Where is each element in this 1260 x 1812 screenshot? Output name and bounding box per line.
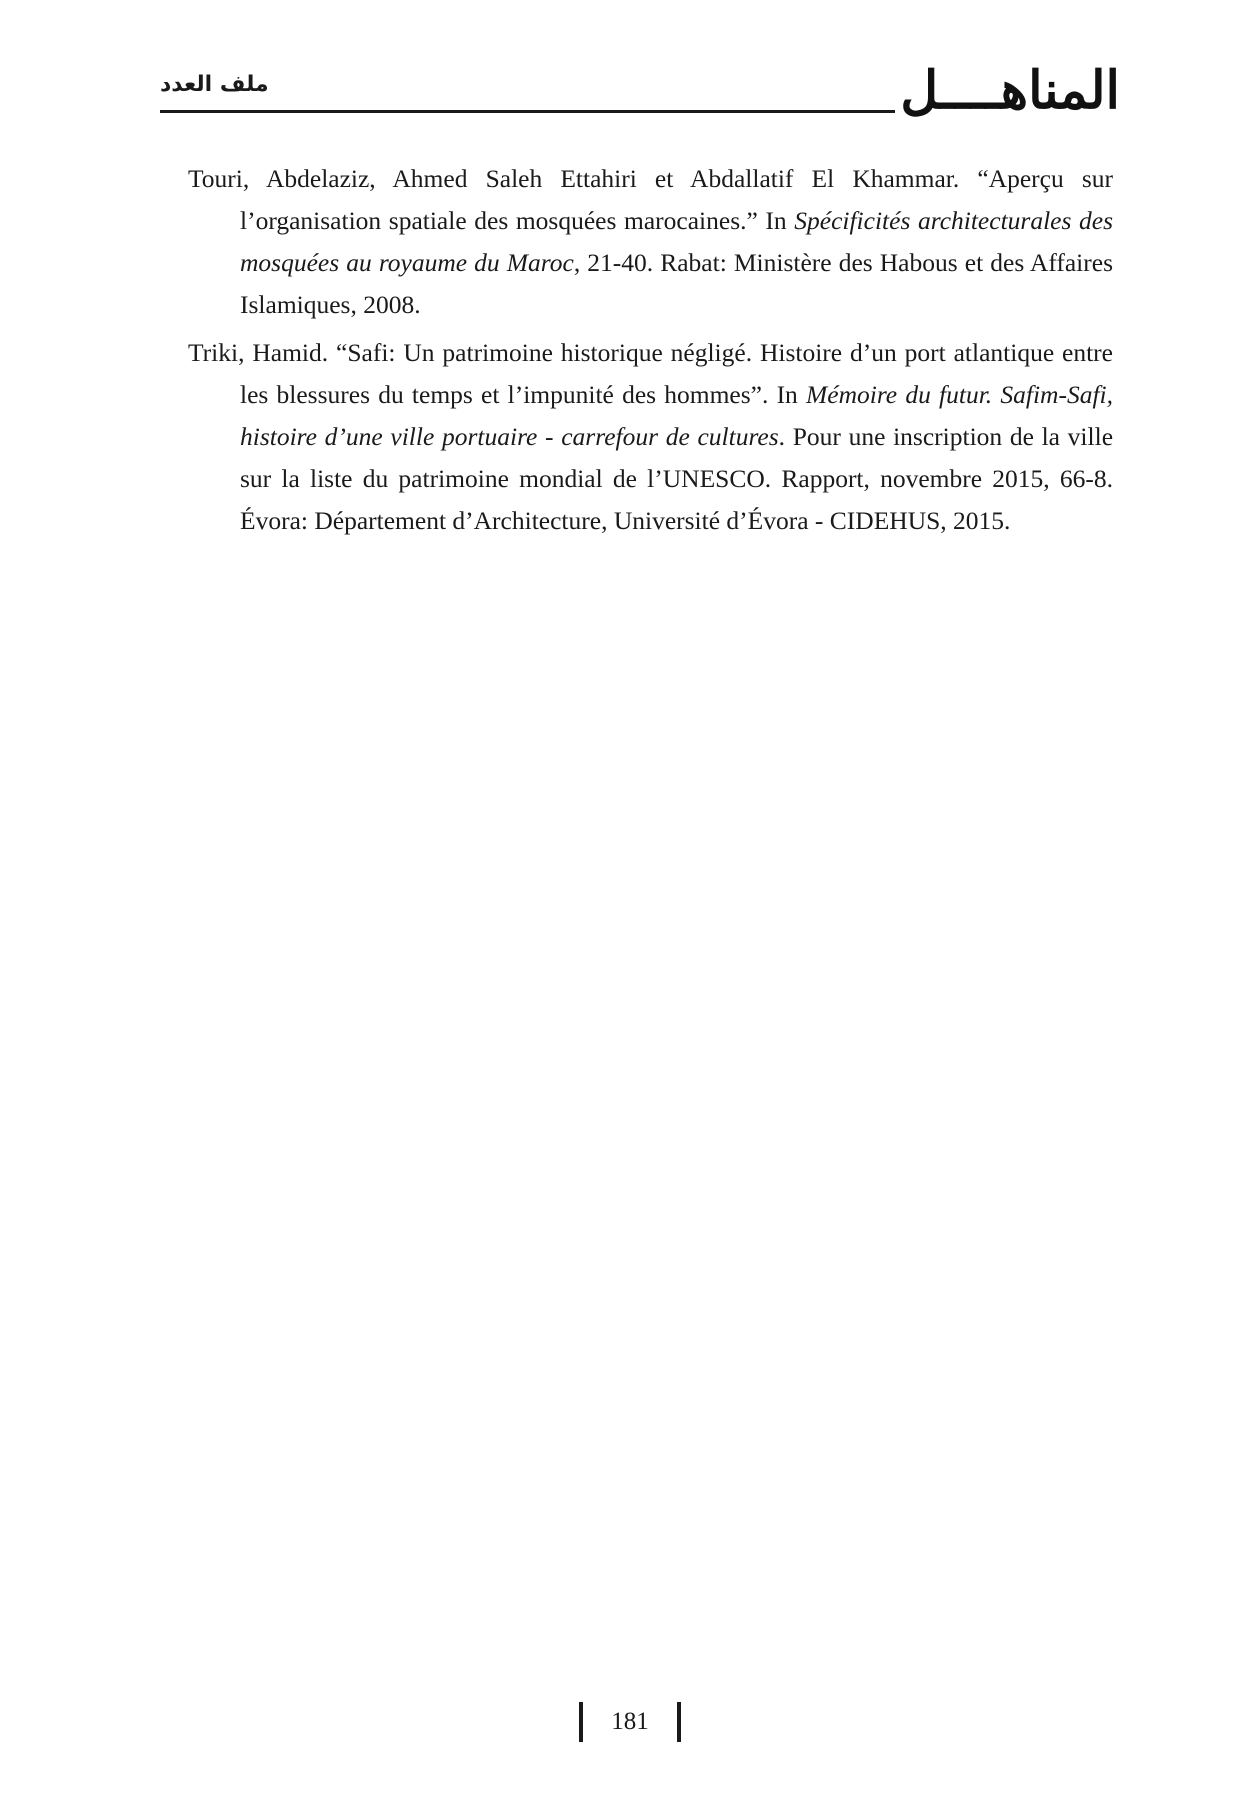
- reference-entry-touri: [188, 158, 1113, 326]
- reference-text: . Pour une inscription de la ville sur la liste du patrimoine mondial de l’UNESCO. Rapport, novembre 2015, 66-8. Évora: Département d’Architecture, Université d’Évora - CIDEHUS, 2015.: [240, 422, 1114, 535]
- page-footer: [0, 1702, 1260, 1742]
- reference-title: Spécificités architecturales des mosquées au royaume du Maroc: [240, 206, 1113, 277]
- journal-logo: المناهــــل: [900, 60, 1120, 121]
- page-header: [160, 62, 1120, 120]
- header-rule: [160, 110, 895, 113]
- section-title: ملف العدد: [160, 72, 269, 97]
- reference-entry-triki: [188, 332, 1113, 542]
- reference-text: Touri, Abdelaziz, Ahmed Saleh Ettahiri et Abdallatif El Khammar. “Aperçu sur l’organisation spatiale des mosquées marocaines.” In: [188, 164, 1113, 235]
- reference-text: Triki, Hamid. “Safi: Un patrimoine historique négligé. Histoire d’un port atlantique entre les blessures du temps et l’impunité des hommes”. In: [188, 338, 1113, 409]
- bibliography: [188, 158, 1113, 548]
- reference-text: , 21-40. Rabat: Ministère des Habous et des Affaires Islamiques, 2008.: [240, 248, 1113, 319]
- reference-title: Mémoire du futur. Safim-Safi, histoire d’une ville portuaire - carrefour de cultures: [240, 380, 1113, 451]
- page-number: 181: [579, 1702, 681, 1742]
